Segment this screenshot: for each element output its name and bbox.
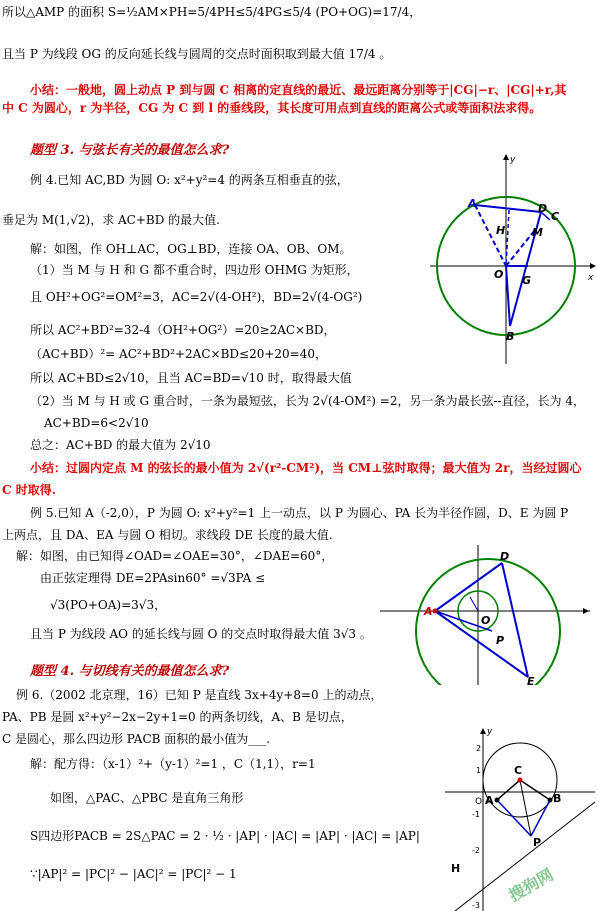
example-4-sum-squares: 所以 AC²+BD²=32-4（OH²+OG²）=20≥2AC×BD，: [30, 323, 336, 337]
example-6-statement-2: PA、PB 是圆 x²+y²−2x−2y+1=0 的两条切线，A、B 是切点，: [2, 710, 353, 724]
example-5-statement: 例 5.已知 A（-2,0），P 为圆 O: x²+y²=1 上一动点，以 P 为圆心、PA 长为半径作圆，D、E 为圆 P: [30, 506, 569, 520]
fig3-label-O: O: [475, 797, 483, 807]
example-4-solution: 解：如图，作 OH⊥AC，OG⊥BD，连接 OA、OB、OM。: [30, 242, 352, 256]
summary-1-line-2: 中 C 为圆心，r 为半径，CG 为 C 到 l 的垂线段，其长度可用点到直线的距离公式或等面积法求得。: [2, 101, 542, 115]
example-5-conclusion: 且当 P 为线段 AO 的延长线与圆 O 的交点时取得最大值 3√3 。: [30, 627, 372, 641]
example-6-statement-3: C 是圆心，那么四边形 PACB 面积的最小值为___.: [2, 732, 271, 746]
fig3-label-B: B: [553, 792, 562, 805]
fig2-label-E: E: [527, 675, 535, 685]
example-4-case-1: （1）当 M 与 H 和 G 都不重合时，四边形 OHMG 为矩形，: [30, 263, 359, 277]
summary-2-line-2: C 时取得.: [2, 483, 56, 497]
fig2-label-O: O: [481, 614, 491, 627]
example-5-solution: 解：如图，由已知得∠OAD=∠OAE=30°，∠DAE=60°，: [16, 549, 334, 563]
heading-type-3: 题型 3. 与弦长有关的最值怎么求?: [30, 143, 230, 158]
fig2-label-A: A: [424, 605, 433, 618]
fig1-label-O: O: [494, 268, 504, 281]
fig3-tick-2: 2: [476, 744, 482, 753]
watermark-text: 搜狗网: [505, 864, 557, 906]
example-5-sine-rule: 由正弦定理得 DE=2PAsin60° =√3PA ≤: [40, 571, 266, 585]
fig1-axis-y: y: [510, 155, 516, 165]
heading-type-4: 题型 4. 与切线有关的最值怎么求?: [30, 664, 230, 679]
example-6-completing-square: 解：配方得：（x-1）²+（y-1）²=1 ，C（1,1），r=1: [30, 757, 316, 771]
fig1-label-H: H: [496, 224, 506, 237]
fig1-axis-x: x: [588, 273, 594, 283]
summary-2-line-1: 小结：过圆内定点 M 的弦长的最小值为 2√(r²-CM²)，当 CM⊥弦时取得；最大值为 2r，当经过圆心: [30, 461, 582, 475]
fig3-tick-m3: -3: [472, 901, 480, 910]
example-5-bound: √3(PO+OA)=3√3，: [50, 598, 167, 612]
fig2-label-P: P: [496, 634, 505, 647]
example-6-area-formula: S四边形PACB = 2S△PAC = 2 · ½ · |AP| · |AC| = |AP| · |AC| = |AP|: [30, 829, 420, 843]
fig1-label-G: G: [522, 274, 532, 287]
example-4-case-2-result: AC+BD=6<2√10: [44, 416, 149, 430]
fig1-label-M: M: [532, 226, 543, 239]
fig3-label-P: P: [533, 836, 542, 849]
example-6-pythagoras: ∵|AP|² = |PC|² − |AC|² = |PC|² − 1: [30, 867, 237, 881]
example-6-right-triangles: 如图，△PAC、△PBC 是直角三角形: [50, 791, 244, 805]
summary-1-line-1: 小结：一般地，圆上动点 P 到与圆 C 相离的定直线的最近、最远距离分别等于|CG|−r、|CG|+r,其: [30, 83, 567, 97]
figure-chords: [430, 150, 597, 365]
fig1-label-B: B: [506, 330, 515, 343]
example-5-statement-2: 上两点，且 DA、EA 与圆 O 相切。求线段 DE 长度的最大值.: [2, 528, 333, 542]
fig2-label-D: D: [500, 550, 510, 563]
example-4-foot: 垂足为 M(1,√2)，求 AC+BD 的最大值.: [2, 213, 220, 227]
fig1-label-D: D: [538, 202, 548, 215]
figure-tangent-chord: [380, 545, 590, 685]
fig3-label-H: H: [451, 862, 461, 875]
example-4-summary: 总之：AC+BD 的最大值为 2√10: [30, 438, 211, 452]
line-area-formula: 所以△AMP 的面积 S=½AM×PH=5/4PH≤5/4PG≤5/4 (PO+OG)=17/4，: [2, 5, 422, 19]
example-6-statement: 例 6.（2002 北京理，16）已知 P 是直线 3x+4y+8=0 上的动点，: [16, 688, 383, 702]
example-4-relation: 且 OH²+OG²=OM²=3，AC=2√(4-OH²)，BD=2√(4-OG²): [30, 290, 363, 304]
line-max-area: 且当 P 为线段 OG 的反向延长线与圆周的交点时面积取到最大值 17/4 。: [2, 47, 392, 61]
example-4-conclusion: 所以 AC+BD≤2√10，且当 AC=BD=√10 时，取得最大值: [30, 371, 352, 385]
fig3-axis-y: y: [487, 727, 493, 737]
fig1-label-C: C: [551, 210, 560, 223]
fig3-label-A: A: [485, 794, 494, 807]
example-4-case-2: （2）当 M 与 H 或 G 重合时，一条为最短弦，长为 2√(4-OM²) =2，另一条为最长弦--直径，长为 4，: [30, 394, 586, 408]
fig3-tick-1: 1: [476, 766, 482, 775]
fig3-tick-m2: -2: [472, 846, 480, 855]
example-4-statement: 例 4.已知 AC,BD 为圆 O: x²+y²=4 的两条互相垂直的弦，: [30, 173, 349, 187]
fig3-label-C: C: [514, 764, 523, 777]
example-4-square: （AC+BD）²= AC²+BD²+2AC×BD≤20+20=40，: [30, 347, 327, 361]
fig1-label-A: A: [468, 197, 477, 210]
fig3-tick-m1: -1: [472, 810, 480, 819]
figure-tangent-quadrilateral: [445, 720, 597, 911]
